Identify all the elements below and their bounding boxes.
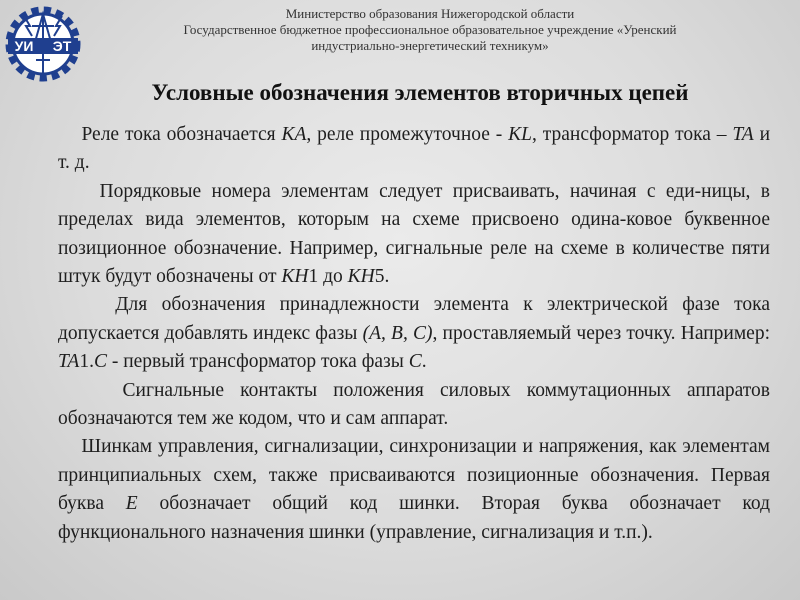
text-span: 1. [79,351,94,373]
college-logo [2,2,84,86]
text-span: Сигнальные контакты положения силовых коммутационных аппаратов обозначаются тем же кодом, что и сам аппарат. [58,379,770,430]
paragraph-phase-index [58,291,770,376]
paragraph-relay-codes [58,121,770,178]
paragraph-busbars [58,433,770,547]
phase-c: C [408,351,422,373]
header-line-institution-cont: индустриально-энергетический техникум» [311,38,549,53]
text-span: Шинкам управления, сигнализации, синхронизации и напряжения, как элементам принципиальных схем, также присваиваются позиционные обозначения. Первая буква [58,436,770,515]
text-span: . [421,351,427,373]
code-ka: KA [281,124,307,145]
text-span: и т. д. [58,124,770,174]
text-span: 5. [374,266,390,288]
code-kh: KH [281,266,309,288]
text-span: , проставляемый через точку. Например: [432,322,770,344]
text-span: - первый трансформатор тока фазы [106,351,409,373]
text-span: 1 до [308,266,348,288]
phase-list: (A, B, C) [362,322,433,344]
paragraph-signal-contacts [58,377,770,434]
institution-header [100,6,760,54]
text-span: Порядковые номера элементам следует присваивать, начиная с еди-ницы, в пределах вида элементов, которым на схеме присвоено одина-ковое буквенное позиционное обозначение. Например, сигнальные реле на схеме в количестве пяти штук будут обозначены от [58,180,771,288]
code-ta: TA [58,351,80,373]
text-span: , трансформатор тока – [532,124,733,145]
text-span: , реле промежуточное - [306,124,509,145]
header-line-ministry: Министерство образования Нижегородской области [285,6,575,21]
code-kh: KH [347,266,375,288]
header-line-institution: Государственное бюджетное профессиональное образовательное учреждение «Уренский [183,22,677,37]
logo-text-left: УИ [14,38,34,54]
code-kl: KL [508,124,533,145]
text-span: Для обозначения принадлежности элемента к электрической фазе тока допускается добавлять индекс фазы [58,294,770,344]
slide-body [58,121,770,547]
text-span: обозначает общий код шинки. Вторая буква обозначает код функционального назначения шинки (управление, сигнализация и т.п.). [58,493,770,543]
code-ta: TA [732,124,754,145]
text-span: Реле тока обозначается [81,124,282,145]
slide-title: Условные обозначения элементов вторичных цепей [151,80,689,105]
phase-c: C [93,351,107,373]
code-e: E [125,493,138,515]
paragraph-numbering [58,178,770,292]
logo-text-right: ЭТ [52,38,72,54]
